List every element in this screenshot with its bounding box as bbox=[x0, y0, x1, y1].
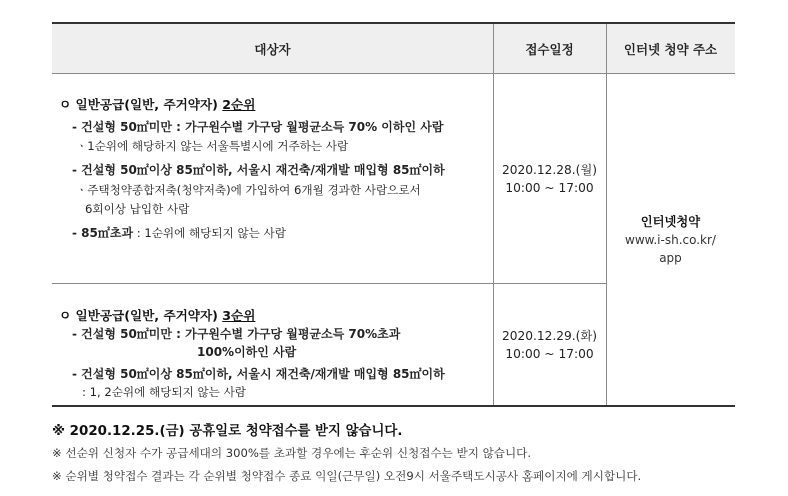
schedule-cell bbox=[493, 284, 606, 405]
criteria-line: - 건설형 50㎡이상 85㎡이하, 서울시 재건축/재개발 매입형 85㎡이하 bbox=[72, 367, 445, 381]
table-bottom-border bbox=[52, 405, 735, 407]
criteria-line: ㆍ주택청약종합저축(청약저축)에 가입하여 6개월 경과한 사람으로서 bbox=[76, 183, 421, 197]
row-title: ㅇ 일반공급(일반, 주거약자) 2순위 bbox=[59, 97, 256, 112]
row-title: ㅇ 일반공급(일반, 주거약자) 3순위 bbox=[59, 308, 256, 323]
schedule-date: 2020.12.28.(월) bbox=[502, 162, 597, 177]
header-target: 대상자 bbox=[254, 42, 291, 57]
rank-label: 3순위 bbox=[222, 308, 256, 323]
target-cell bbox=[52, 284, 493, 405]
criteria-line: : 1, 2순위에 해당되지 않는 사람 bbox=[82, 385, 246, 399]
criteria-line: 100%이하인 사람 bbox=[197, 345, 297, 359]
address-name: 인터넷청약 bbox=[640, 214, 701, 229]
address-url-continued[interactable]: app bbox=[659, 250, 682, 265]
address-url[interactable]: www.i-sh.co.kr/ bbox=[625, 232, 716, 247]
address-cell bbox=[606, 74, 735, 405]
application-schedule-table bbox=[52, 22, 735, 407]
criteria-line: ㆍ1순위에 해당하지 않는 서울특별시에 거주하는 사람 bbox=[76, 139, 349, 153]
schedule-cell bbox=[493, 74, 606, 283]
rank-label: 2순위 bbox=[222, 97, 256, 112]
note-item: ※ 선순위 신청자 수가 공급세대의 300%를 초과할 경우에는 후순위 신청접수는 받지 않습니다. bbox=[52, 446, 532, 460]
target-cell bbox=[52, 74, 493, 283]
note-item: ※ 순위별 청약접수 결과는 각 순위별 청약접수 종료 익일(근무일) 오전9시 서울주택도시공사 홈페이지에 게시합니다. bbox=[52, 469, 642, 483]
schedule-time: 10:00 ~ 17:00 bbox=[505, 180, 594, 195]
schedule-date: 2020.12.29.(화) bbox=[502, 328, 597, 343]
criteria-line: - 건설형 50㎡이상 85㎡이하, 서울시 재건축/재개발 매입형 85㎡이하 bbox=[72, 163, 445, 177]
schedule-time: 10:00 ~ 17:00 bbox=[505, 346, 594, 361]
table-header bbox=[52, 22, 735, 74]
criteria-line: - 85㎡초과 : 1순위에 해당되지 않는 사람 bbox=[72, 226, 286, 240]
criteria-line: 6회이상 납입한 사람 bbox=[85, 202, 190, 216]
criteria-line: - 건설형 50㎡미만 : 가구원수별 가구당 월평균소득 70% 이하인 사람 bbox=[72, 120, 444, 134]
header-schedule: 접수일정 bbox=[525, 42, 574, 57]
header-address: 인터넷 청약 주소 bbox=[623, 42, 718, 57]
holiday-notice: ※ 2020.12.25.(금) 공휴일로 청약접수를 받지 않습니다. bbox=[52, 424, 403, 439]
criteria-line: - 건설형 50㎡미만 : 가구원수별 가구당 월평균소득 70%초과 bbox=[72, 327, 401, 341]
